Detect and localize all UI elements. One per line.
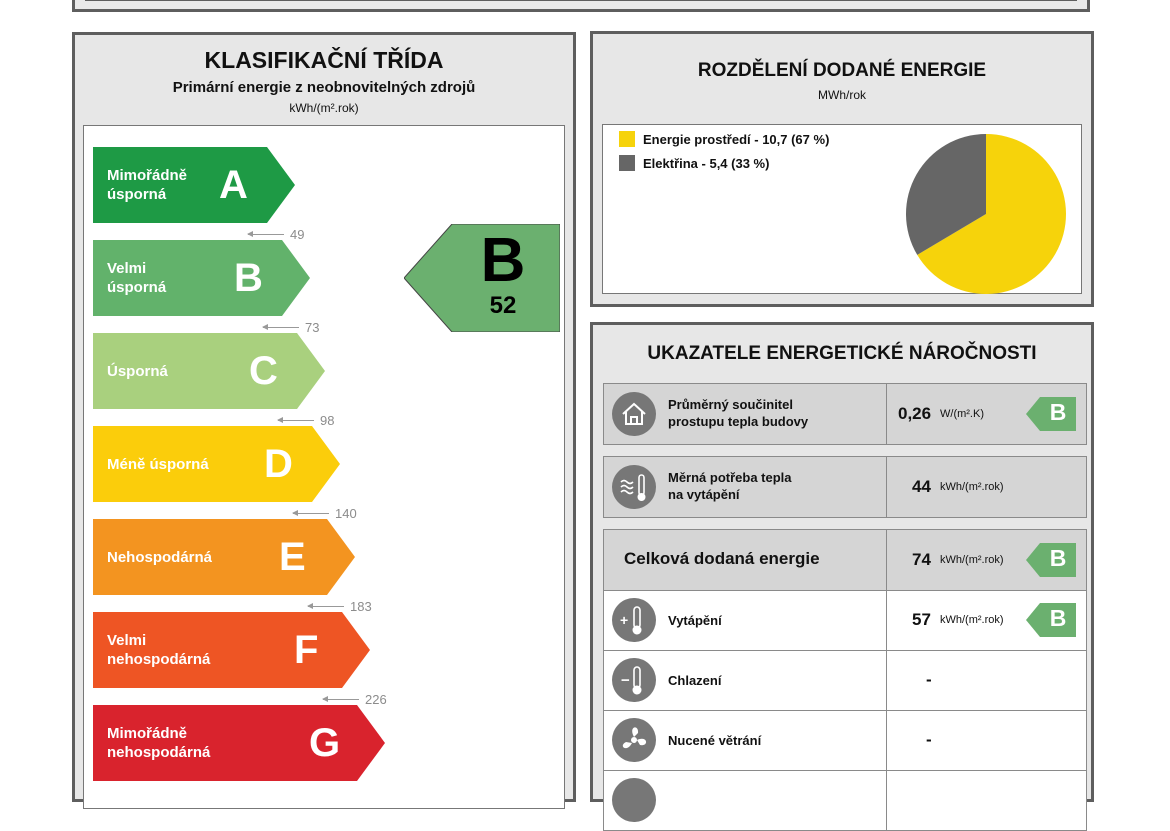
u-value-number: 0,26 <box>898 404 932 423</box>
pie-chart <box>901 129 1071 299</box>
band-f <box>93 612 370 688</box>
band-d <box>93 426 340 502</box>
threshold-marker <box>263 320 319 335</box>
thermometer-minus-icon <box>612 658 656 702</box>
band-letter: F <box>294 627 319 672</box>
threshold-arrow <box>293 513 329 514</box>
total-energy-class-tag <box>1026 543 1076 582</box>
band-label: Úsporná <box>107 362 168 380</box>
result-class-letter: B <box>480 226 526 295</box>
band-letter: G <box>309 720 341 765</box>
heating-label: Vytápění <box>668 613 722 628</box>
threshold-arrow <box>248 234 284 235</box>
distribution-chart-area <box>602 124 1082 294</box>
band-a <box>93 147 295 223</box>
band-letter: D <box>264 441 293 486</box>
distribution-title: ROZDĚLENÍ DODANÉ ENERGIE <box>697 60 987 81</box>
thermometer-plus-icon <box>612 598 656 642</box>
u-value-class-tag <box>1026 397 1076 436</box>
heat-waves-icon <box>612 465 656 509</box>
band-letter: E <box>279 534 306 579</box>
threshold-arrow <box>263 327 299 328</box>
band-letter: A <box>219 162 248 207</box>
total-energy-label: Celková dodaná energie <box>624 549 820 568</box>
energy-distribution-panel <box>590 31 1094 307</box>
distribution-unit: MWh/rok <box>818 88 866 102</box>
indicator-row-u-value <box>603 383 1087 445</box>
threshold-arrow <box>278 420 314 421</box>
band-c <box>93 333 325 409</box>
indicators-panel <box>590 322 1094 802</box>
total-energy-unit: kWh/(m².rok) <box>940 554 1004 566</box>
u-value-label: Průměrný součinitel prostupu tepla budovy <box>668 397 809 429</box>
threshold-value: 98 <box>320 413 335 428</box>
result-class-value: 52 <box>489 292 517 319</box>
threshold-value: 226 <box>365 692 387 707</box>
u-value-unit: W/(m².K) <box>940 408 984 420</box>
threshold-marker <box>323 692 387 707</box>
legend-swatch <box>619 131 635 147</box>
house-icon <box>612 392 656 436</box>
legend-label: Energie prostředí - 10,7 (67 %) <box>643 131 830 147</box>
band-label: Velmi úsporná <box>107 260 167 296</box>
legend-swatch <box>619 155 635 171</box>
classification-subtitle: Primární energie z neobnovitelných zdrojů <box>172 79 476 96</box>
indicator-row-heating <box>603 591 1087 651</box>
band-g <box>93 705 385 781</box>
threshold-marker <box>278 413 334 428</box>
total-energy-number: 74 <box>912 550 931 569</box>
heating-unit: kWh/(m².rok) <box>940 614 1004 626</box>
threshold-value: 49 <box>290 227 305 242</box>
threshold-marker <box>248 227 304 242</box>
classification-scale <box>83 125 565 809</box>
band-label: Mimořádně úsporná <box>107 167 188 203</box>
band-letter: B <box>234 255 263 300</box>
u-value-class-letter: B <box>1049 399 1067 425</box>
heat-need-unit: kWh/(m².rok) <box>940 481 1004 493</box>
band-b <box>93 240 310 316</box>
threshold-arrow <box>323 699 359 700</box>
band-label: Méně úsporná <box>107 455 209 473</box>
indicator-row-heat-need <box>603 456 1087 518</box>
ventilation-label: Nucené větrání <box>668 733 762 748</box>
result-class-marker <box>404 224 560 332</box>
legend-item-environment <box>619 131 829 147</box>
heat-need-number: 44 <box>912 477 931 496</box>
heating-number: 57 <box>912 610 931 629</box>
top-section-frame <box>72 0 1090 12</box>
indicator-row-cooling <box>603 651 1087 711</box>
cooling-value: - <box>926 670 932 689</box>
legend-item-electricity <box>619 155 769 171</box>
heating-class-letter: B <box>1049 605 1067 631</box>
threshold-value: 183 <box>350 599 372 614</box>
band-label: Mimořádně nehospodárná <box>107 725 211 761</box>
band-letter: C <box>249 348 278 393</box>
indicator-row-next <box>603 771 1087 831</box>
band-label: Velmi nehospodárná <box>107 632 211 668</box>
heat-need-label: Měrná potřeba tepla na vytápění <box>668 470 792 502</box>
threshold-marker <box>293 506 357 521</box>
classification-title: KLASIFIKAČNÍ TŘÍDA <box>204 47 444 73</box>
svg-text:+: + <box>620 612 629 628</box>
svg-text:−: − <box>621 672 630 689</box>
total-energy-class-letter: B <box>1049 545 1067 571</box>
threshold-value: 73 <box>305 320 320 335</box>
classification-panel <box>72 32 576 802</box>
classification-unit: kWh/(m².rok) <box>289 101 359 115</box>
threshold-arrow <box>308 606 344 607</box>
fan-icon <box>612 718 656 762</box>
band-label: Nehospodárná <box>107 548 213 566</box>
ventilation-value: - <box>926 730 932 749</box>
indicator-row-total-energy <box>603 529 1087 591</box>
threshold-marker <box>308 599 372 614</box>
indicator-row-ventilation <box>603 711 1087 771</box>
heating-class-tag <box>1026 603 1076 642</box>
cooling-label: Chlazení <box>668 673 722 688</box>
legend-label: Elektřina - 5,4 (33 %) <box>643 155 770 171</box>
threshold-value: 140 <box>335 506 357 521</box>
band-e <box>93 519 355 595</box>
indicators-title: UKAZATELE ENERGETICKÉ NÁROČNOSTI <box>647 343 1037 364</box>
